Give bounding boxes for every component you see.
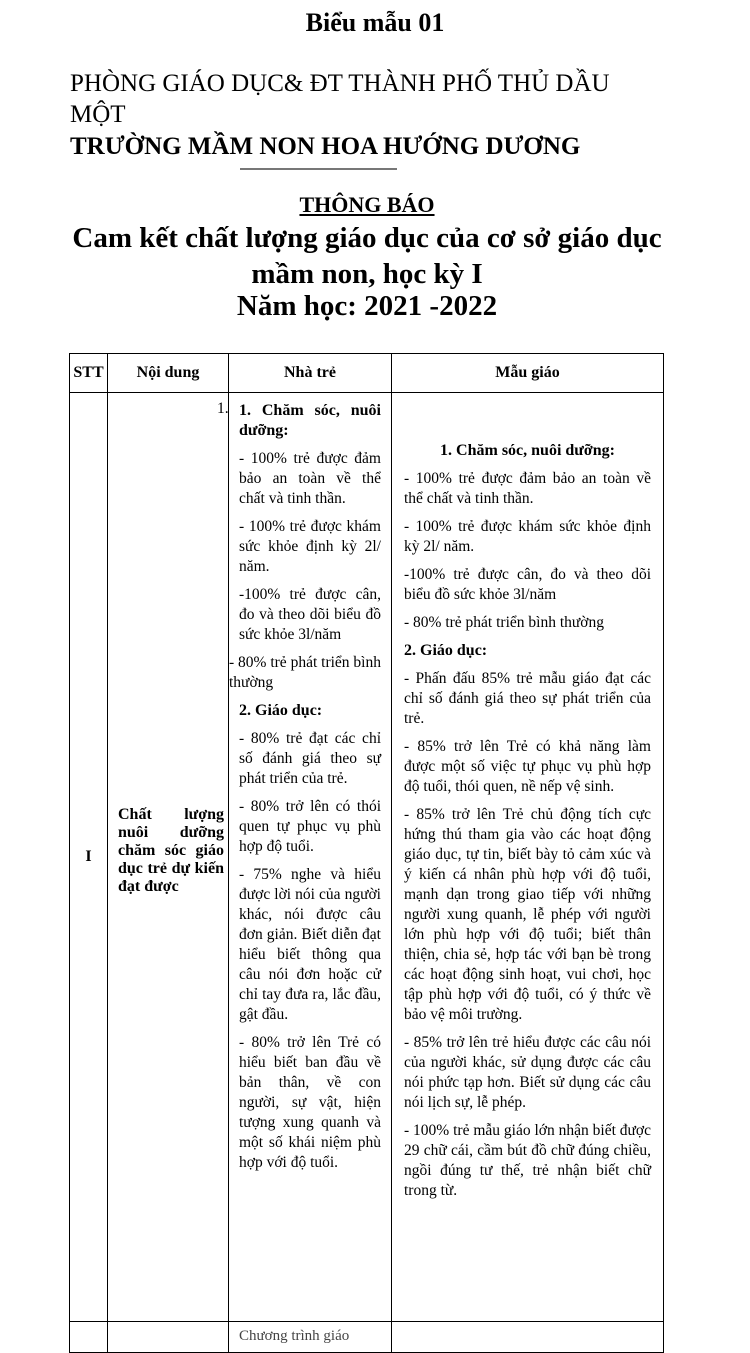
- document-title: Cam kết chất lượng giáo dục của cơ sở giáo dục mầm non, học kỳ I: [72, 222, 662, 290]
- form-number: Biểu mẫu 01: [305, 8, 445, 37]
- next-row-kindergarten: [392, 1322, 664, 1353]
- header-kindergarten: Mẫu giáo: [392, 354, 664, 393]
- list-item: -100% trẻ được cân, đo và theo dõi biểu đồ sức khỏe 3l/năm: [239, 586, 381, 643]
- list-item: - 80% trẻ phát triển bình thường: [404, 614, 604, 631]
- row-content: Chất lượng nuôi dưỡng chăm sóc giáo dục trẻ dự kiến đạt được: [118, 806, 224, 895]
- list-item: - 100% trẻ được đảm bảo an toàn về thể chất và tinh thần.: [239, 450, 381, 507]
- row-content-cell: [108, 393, 229, 1322]
- school-year: Năm học: 2021 -2022: [236, 290, 498, 322]
- list-item: - 100% trẻ được khám sức khỏe định kỳ 2l/ năm.: [404, 518, 651, 555]
- commitment-table: [69, 353, 664, 1353]
- header-nursery: Nhà trẻ: [229, 354, 392, 393]
- kindergarten-cell: [392, 393, 664, 1322]
- list-item: - 100% trẻ được đảm bảo an toàn về thể chất và tinh thần.: [404, 470, 651, 507]
- list-item: -100% trẻ được cân, đo và theo dõi biểu đồ sức khỏe 3l/năm: [404, 566, 651, 603]
- list-item: - 80% trở lên Trẻ có hiểu biết ban đầu về bản thân, về con người, sự vật, hiện tượng xung quanh và một số khái niệm phù hợp với độ tuổi.: [239, 1034, 381, 1171]
- list-item: - Phấn đấu 85% trẻ mẫu giáo đạt các chỉ số đánh giá theo sự phát triển của trẻ.: [404, 670, 651, 727]
- school-name: TRƯỜNG MẦM NON HOA HƯỚNG DƯƠNG: [70, 133, 581, 160]
- table-header-row: [70, 354, 664, 393]
- nursery-care-heading: 1. Chăm sóc, nuôi dưỡng:: [239, 402, 381, 439]
- notice-heading: THÔNG BÁO: [299, 192, 435, 217]
- list-item: - 85% trở lên trẻ hiểu được các câu nói của người khác, sử dụng được các câu nói phức tạp hơn. Biết sử dụng các câu nói lịch sự, lễ phép.: [404, 1034, 651, 1111]
- list-item: - 80% trẻ đạt các chỉ số đánh giá theo sự phát triển của trẻ.: [239, 730, 381, 787]
- list-number: 1.: [217, 400, 229, 417]
- next-row-stt: [70, 1322, 108, 1353]
- list-item: - 80% trẻ phát triển bình thường: [229, 654, 381, 691]
- list-item: - 85% trở lên Trẻ có khả năng làm được một số việc tự phục vụ phù hợp độ tuổi, thói quen, nề nếp vệ sinh.: [404, 738, 651, 795]
- header-content: Nội dung: [108, 354, 229, 393]
- list-item: - 100% trẻ được khám sức khỏe định kỳ 2l/ năm.: [239, 518, 381, 575]
- list-item: - 75% nghe và hiểu được lời nói của người khác, nói được câu đơn giản. Biết diễn đạt hiểu biết thông qua câu nói đơn hoặc cử chỉ tay đưa ra, lắc đầu, gật đầu.: [239, 866, 381, 1023]
- header-stt: STT: [70, 354, 108, 393]
- kindergarten-care-heading: 1. Chăm sóc, nuôi dưỡng:: [440, 442, 615, 459]
- nursery-education-heading: 2. Giáo dục:: [239, 702, 323, 719]
- table-row: [70, 393, 664, 1322]
- next-row-content: [108, 1322, 229, 1353]
- row-stt: I: [70, 393, 108, 1322]
- next-row-nursery: [229, 1322, 392, 1353]
- list-item: - 80% trở lên có thói quen tự phục vụ phù hợp độ tuổi.: [239, 798, 381, 855]
- table-row: [70, 1322, 664, 1353]
- kindergarten-education-heading: 2. Giáo dục:: [404, 642, 488, 659]
- next-row-text: Chương trình giáo: [239, 1328, 350, 1344]
- nursery-cell: [217, 393, 392, 1322]
- divider: [240, 168, 397, 170]
- list-item: - 85% trở lên Trẻ chủ động tích cực hứng thú tham gia vào các hoạt động giáo dục, tự tin, biết bày tỏ cảm xúc và ý kiến cá nhân phù hợp với độ tuổi, mạnh dạn trong giao tiếp với những người xung quanh, lễ phép với người lớn phù hợp với độ tuổi; biết thân thiện, chia sẻ, hợp tác với bạn bè trong các hoạt động sinh hoạt, vui chơi, học tập phù hợp với độ tuổi, có ý thức về bảo vệ môi trường.: [404, 806, 651, 1023]
- list-item: - 100% trẻ mẫu giáo lớn nhận biết được 29 chữ cái, cầm bút đồ chữ đúng chiều, ngồi đúng tư thế, trẻ nhận biết chữ trong từ.: [404, 1122, 651, 1199]
- department-name: PHÒNG GIÁO DỤC& ĐT THÀNH PHỐ THỦ DẦU MỘT: [70, 70, 610, 128]
